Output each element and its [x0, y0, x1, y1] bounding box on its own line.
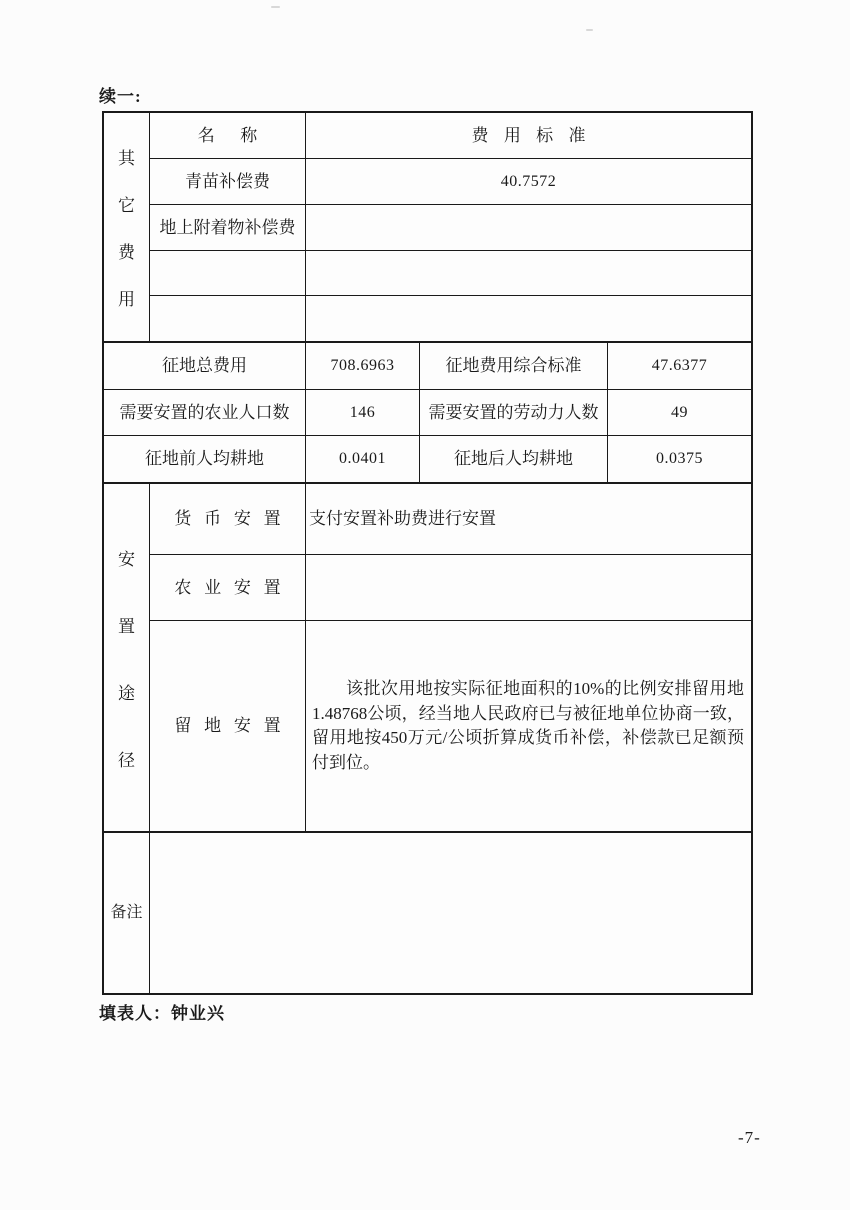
summary-value: 47.6377	[607, 343, 751, 389]
scan-artifact	[271, 6, 280, 8]
resettlement-content-cell	[305, 620, 751, 831]
side-char: 费	[118, 243, 135, 262]
form-filler-label: 填表人：钟业兴	[99, 1004, 225, 1023]
fee-name-cell	[149, 250, 305, 295]
resettlement-content-cell: 支付安置补助费进行安置	[305, 484, 751, 554]
fee-value-cell	[305, 204, 751, 250]
side-char: 途	[118, 683, 135, 703]
summary-value: 708.6963	[305, 343, 419, 389]
side-char: 径	[118, 750, 135, 770]
summary-label: 需要安置的劳动力人数	[419, 389, 607, 435]
fee-name-cell: 地上附着物补偿费	[149, 204, 305, 250]
summary-value: 0.0401	[305, 435, 419, 482]
fee-value-cell	[305, 250, 751, 295]
resettlement-side-label	[104, 484, 149, 831]
fee-name-cell	[149, 295, 305, 341]
resettlement-section	[104, 482, 751, 831]
summary-label: 征地费用综合标准	[419, 343, 607, 389]
summary-section	[104, 341, 751, 482]
scan-artifact	[586, 29, 593, 31]
summary-value: 49	[607, 389, 751, 435]
col-header-standard: 费用标准	[305, 113, 751, 158]
side-char: 置	[118, 616, 135, 636]
other-fees-section	[104, 113, 751, 341]
side-char: 它	[118, 196, 135, 215]
summary-label: 征地总费用	[162, 356, 247, 376]
land-requisition-fee-table	[102, 111, 753, 995]
other-fees-side-label	[104, 113, 149, 341]
col-header-name: 名称	[149, 113, 305, 158]
remarks-label: 备注	[110, 904, 143, 921]
continuation-label: 续一:	[99, 87, 142, 106]
summary-value: 146	[305, 389, 419, 435]
remarks-section	[104, 831, 751, 993]
remarks-content-cell	[149, 833, 751, 993]
fee-value-cell	[305, 295, 751, 341]
summary-label: 需要安置的农业人口数	[104, 389, 305, 435]
resettlement-name-cell: 农业安置	[149, 554, 305, 620]
summary-label: 征地前人均耕地	[104, 435, 305, 482]
summary-value: 0.0375	[607, 435, 751, 482]
fee-name-cell: 青苗补偿费	[149, 158, 305, 204]
side-char: 安	[118, 549, 135, 569]
resettlement-name-cell: 留地安置	[149, 620, 305, 831]
fee-value-cell: 40.7572	[305, 158, 751, 204]
side-char: 用	[118, 290, 135, 309]
side-char: 其	[118, 149, 135, 168]
reserved-land-paragraph: 该批次用地按实际征地面积的10%的比例安排留用地1.48768公顷，经当地人民政府已与被征地单位协商一致，留用地按450万元/公顷折算成货币补偿，补偿款已足额预付到位。	[312, 679, 744, 772]
resettlement-name-cell: 货币安置	[149, 484, 305, 554]
page-number: -7-	[738, 1128, 761, 1147]
resettlement-content-cell	[305, 554, 751, 620]
summary-label: 征地后人均耕地	[419, 435, 607, 482]
